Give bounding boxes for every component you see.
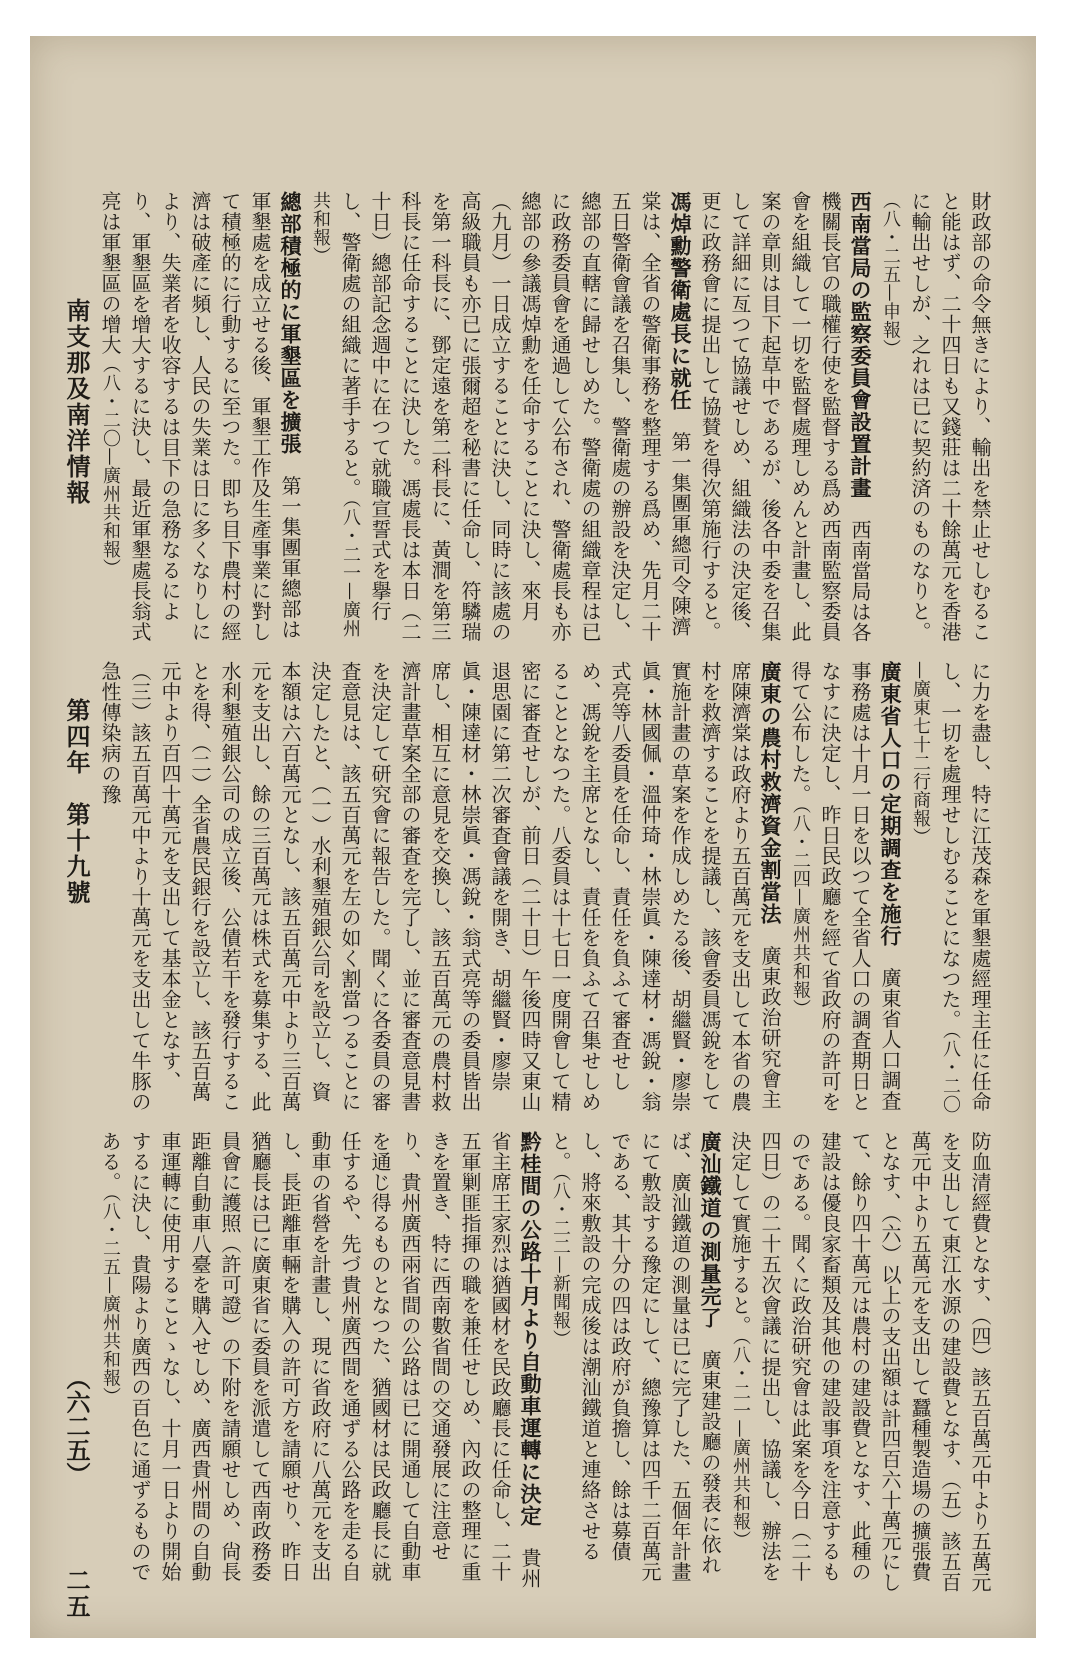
article-body: 第一集團軍總部は軍墾處を成立せる後、軍墾工作及生產事業に對して積極的に行動するに至つた。即ち目下農村の經濟は破產に頻し、人民の失業は日に多くなりしにより、失業者を收容するは目下の急務なるにより、軍墾區を增大するに決し、最近軍墾處長翁式亮は軍墾區の增大 — [98, 191, 302, 642]
article-body: 財政部の命令無きにより、輸出を禁止せしむること能はず、二十四日も又錢莊は二十餘萬元を香港に輸出せしが、之れは已に契約済のものなりと。 — [908, 191, 992, 642]
article-source: （八・二四—廣州共和報） — [790, 804, 811, 1018]
article-heading: 西南當局の監察委員會設置計畫 — [848, 191, 873, 499]
article — [95, 1131, 545, 1601]
tier-bottom — [98, 1131, 995, 1601]
article-grid — [98, 191, 995, 1621]
article — [95, 191, 305, 646]
page-number: 二五 — [62, 1568, 91, 1620]
article — [905, 661, 995, 1116]
document-page — [30, 36, 1036, 1638]
article-heading: 廣東の農村救濟資金割當法 — [758, 661, 783, 925]
article-source: （八・二一—廣州共和報） — [310, 191, 361, 638]
article-body: 廣東省人口調査事務處は十月一日を以つて全省人口の調査期日となすに決定し、昨日民政廳を經て省政府の許可を得て公布した。 — [788, 661, 902, 1112]
article-body: に力を盡し、特に江茂森を軍墾處經理主任に任命し、一切を處理せしむることになつた。 — [938, 661, 992, 1112]
article-body: 廣東建設廳の發表に依れば、廣汕鐵道の測量は已に完了した、五個年計畫にて敷設する豫定にして、總豫算は四千二百萬元である、其十分の四は政府が負擔し、餘は募債し、將來敷設の完成後は潮汕鐵道と連絡させると。 — [548, 1131, 722, 1582]
folio-number: （六二五） — [62, 1366, 91, 1486]
article-source: （八・二二—新聞報） — [550, 1172, 571, 1348]
article-body: 貴州省主席王家烈は猶國材を民政廳長に任命し、二十五軍剿匪指揮の職を兼任せしめ、內政の整理に重きを置き、特に西南數省間の交通發展に注意せり、貴州廣西兩省間の公路は已に開通して自動車を通じ得るものとなつた、猶國材は民政廳長に就任するや、先づ貴州廣西間を通ずる公路を走る自動車の省營を計畫し、現に省政府に八萬元を支出し、長距離車輛を購入の許可方を請願せり、昨日猶廳長は已に廣東省に委員を派遣して西南政務委員會に護照（許可證）の下附を請願せしめ、尙長距離自動車八臺を購入せしめ、廣西貴州間の自動車運轉に使用することゝなし、十月一日より開始するに決し、貴陽より廣西の百色に通ずるものである。 — [98, 1131, 542, 1589]
article-heading: 總部積極的に軍墾區を擴張 — [278, 191, 303, 455]
article — [545, 1131, 725, 1601]
article-source: （八・二〇—廣州共和報） — [100, 355, 121, 577]
article — [725, 1131, 995, 1601]
article-source: （八・二一—廣州共和報） — [730, 1336, 751, 1549]
article-source: （八・二五—廣州共和報） — [100, 1192, 121, 1406]
tier-top — [98, 191, 995, 646]
article-body: 防血清經費となす、（四）該五百萬元中より五萬元を支出して東江水源の建設費となす、（五）該五百萬元中より五萬元を支出して蠶種製造場の擴張費となす、（六）以上の支出額は計四百六十萬元にして、餘り四十萬元は農村の建設費となす、此種の建設は優良家畜類及其他の建設事項を注意するものである。聞くに政治研究會は此案を今日（二十四日）の二十五次會議に提出し、協議し、辦法を決定して實施すると。 — [728, 1131, 992, 1593]
article — [95, 661, 785, 1116]
article-source: （八・二〇—廣東七十二行商報） — [910, 661, 961, 1114]
article-body: 西南當局は各機關長官の職權行使を監督する爲め西南監察委員會を組織して一切を監督處理しめんと計畫し、此案の章則は目下起草中であるが、後各中委を召集して詳細に亙つて協議せしめ、組織法の決定後、更に政務會に提出して協賛を得次第施行すると。 — [698, 191, 872, 643]
tier-middle — [98, 661, 995, 1116]
article — [305, 191, 695, 646]
volume-issue: 第四年 第十九號 — [62, 698, 91, 906]
publication-title: 南支那及南洋情報 — [62, 298, 91, 506]
article-heading: 廣東省人口の定期調査を施行 — [878, 661, 903, 947]
article — [875, 191, 995, 646]
article — [695, 191, 875, 646]
article-heading: 廣汕鐵道の測量完了 — [698, 1131, 723, 1329]
article-body: 廣東政治研究會主席陳濟棠は政府より五百萬元を支出して本省の農村を救濟することを提議し、該會委員馮銳をして實施計畫の草案を作成しめたる後、胡繼賢・廖崇眞・林國佩・溫仲琦・林崇眞・陳達材・馮銳・翁式亮等八委員を任命し、責任を負ふて審査せしめ、馮銳を主席となし、責任を負ふて召集せしめることとなつた。八委員は十七日一度開會して精密に審査せしが、前日（二十日）午後四時又東山退思園に第二次審査會議を開き、胡繼賢・廖崇眞・陳達材・林崇眞・馮銳・翁式亮等の委員皆出席し、相互に意見を交換し、該五百萬元の農村救濟計畫草案全部の審査を完了し、並に審査意見書を決定して研究會に報告した。聞くに各委員の審査意見は、該五百萬元を左の如く割當つることに決定したと、（一）水利墾殖銀公司を設立し、資本額は六百萬元となし、該五百萬元中より三百萬元を支出し、餘の三百萬元は株式を募集する、此水利墾殖銀公司の成立後、公債若干を發行することを得、（二）全省農民銀行を設立し、該五百萬元中より百四十萬元を支出して基本金となす、（三）該五百萬元中より十萬元を支出して牛豚の急性傳染病の豫 — [98, 661, 782, 1112]
article-heading: 馮焯勳警衛處長に就任 — [668, 191, 693, 411]
article-heading: 黔桂間の公路十月より自動車運轉に決定 — [518, 1131, 543, 1527]
article — [785, 661, 905, 1116]
article-source: （八・二五—申報） — [880, 191, 901, 358]
article-body: 第一集團軍總司令陳濟棠は、全省の警衛事務を整理する爲め、先月二十五日警衛會議を召集し、警衛處の辦設を決定し、總部の直轄に歸せしめた。警衛處の組織章程は已に政務委員會を通過して公布され、警衛處長も亦總部の參議馮焯勳を任命することに決し、來月（九月）一日成立することに決し、同時に該處の高級職員も亦已に張爾超を秘書に任命し、符驎瑞を第一科長に、鄧定遠を第二科長に、黃澗を第三科長に任命することに決した。馮處長は本日（二十日）總部記念週中に在つて就職宣誓式を擧行し、警衛處の組織に著手すると。 — [338, 191, 692, 642]
